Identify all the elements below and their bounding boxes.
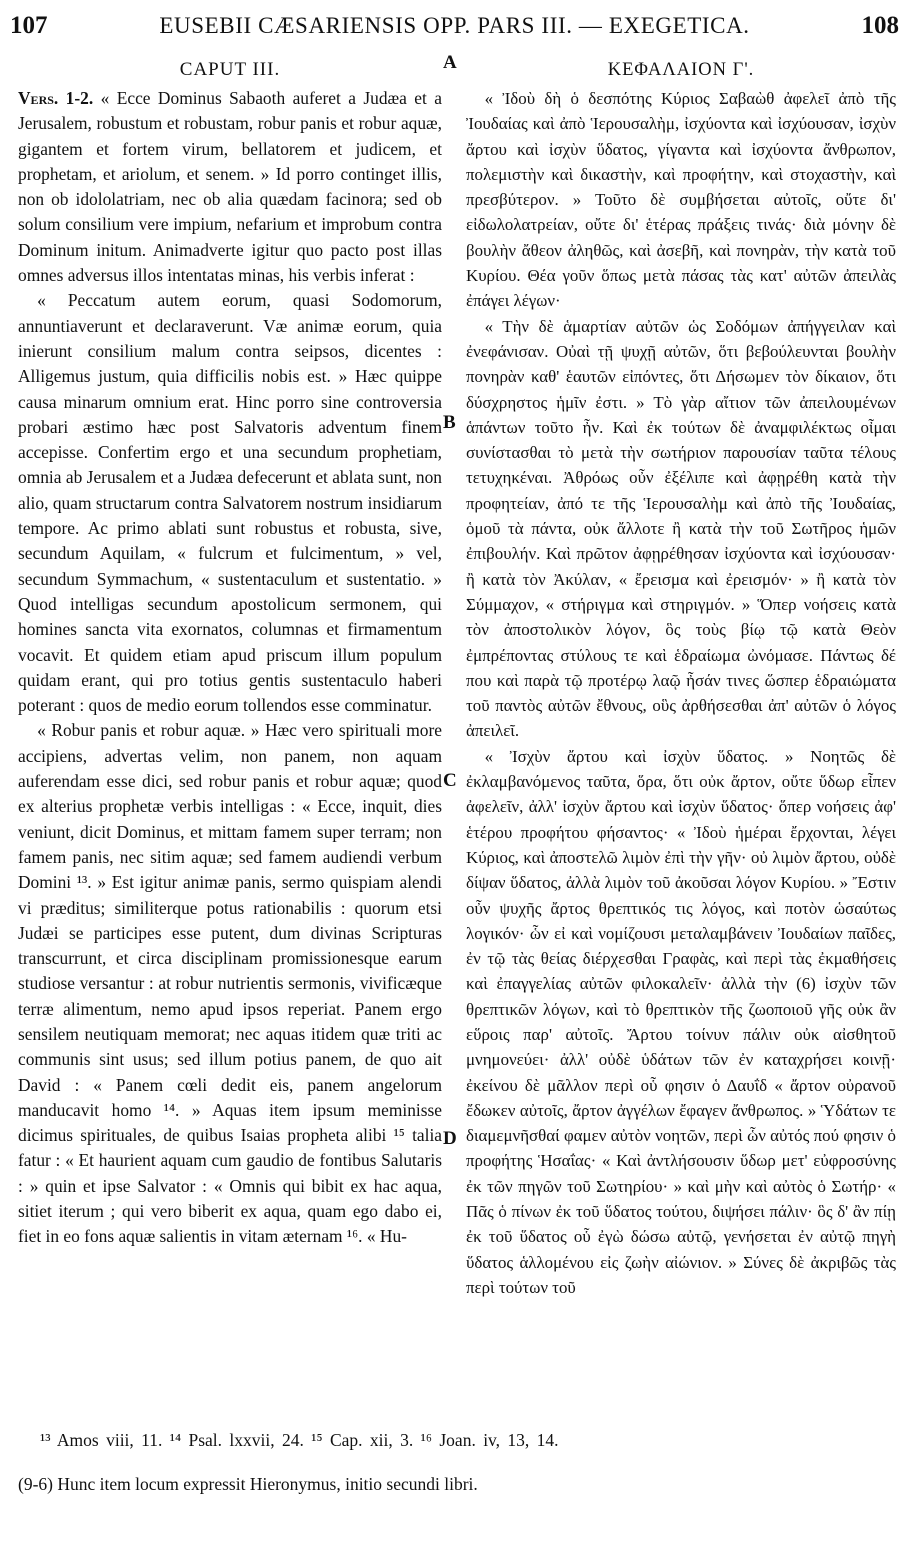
greek-paragraph-3: « Ἰσχὺν ἄρτου καὶ ἰσχὺν ὕδατος. » Νοητῶς δὲ ἐκλαμβανόμενος ταῦτα, ὅρα, ὅτι οὐκ ἄρτον, οὔτε ὕδωρ εἶπεν ἀφελεῖν, ἀλλ' ἰσχὺν ἄρτου καὶ ἰσχὺν ὕδατος· ὅπερ νοήσεις ἀφ' ἑτέρου προφήτου φήσαντος· « Ἰδοὺ ἡμέραι ἔρχονται, λέγει Κύριος, καὶ ἀποστελῶ λιμὸν ἐπὶ τὴν γῆν· οὐ λιμὸν ἄρτου, οὐδὲ δίψαν ὕδατος, ἀλλὰ λιμὸν τοῦ ἀκοῦσαι λόγον Κυρίου. » Ἔστιν οὖν ψυχῆς ἄρτος θρεπτικός τις λόγος, καὶ ποτὸν ὡσαύτως λογικόν· ὧν εἰ καὶ νομίζουσι μεταλαμβάνειν Ἰουδαίων παῖδες, ἐν τῷ τὰς θείας διέρχεσθαι Γραφὰς, καὶ περὶ τὰς ἐκμαθήσεις καὶ ἐπαγγελίας αὐτῶν φιλοκαλεῖν· ἀλλὰ τὴν (6) ἰσχὺν τῶν θρεπτικῶν λόγων, καὶ τὸ θρεπτικὸν τῆς ζωοποιοῦ γῆς οὐκ ἂν εὕροις παρ' αὐτοῖς. Ἄρτου τοίνυν πάλιν οὐκ αἰσθητοῦ μνημονεύει· ἀλλ' οὐδὲ ὑδάτων τῶν ἐν καταχρήσει κοινῇ· ἐκείνου δὲ μᾶλλον περὶ οὗ φησιν ὁ Δαυΐδ « ἄρτον οὐρανοῦ ἔδωκεν αὐτοῖς, ἄρτον ἀγγέλων ἔφαγεν ἄνθρωπος. » Ὑδάτων τε διαμεμνῆσθαί φαμεν αὐτὸν νοητῶν, περὶ ὧν αὐτός πού φησιν ὁ προφήτης Ἡσαΐας· « Καὶ ἀντλήσουσιν ὕδωρ μετ' εὐφροσύνης ἐκ τῶν πηγῶν τοῦ Σωτηρίου· » καὶ μὴν καὶ αὐτὸς ὁ Σωτήρ· « Πᾶς ὁ πίνων ἐκ τοῦ ὕδατος τούτου, διψήσει πάλιν· ὃς δ' ἂν πίῃ ἐκ τοῦ ὕδατος οὗ ἐγὼ δώσω αὐτῷ, γενήσεται ἐν αὐτῷ πηγὴ ὕδατος ἁλλομένου εἰς ζωὴν αἰώνιον. » Σύνες δὲ ἀκριβῶς τὰς περὶ τούτων τοῦ	[466, 746, 896, 1297]
latin-paragraph-2: « Peccatum autem eorum, quasi Sodomorum, annuntiaverunt et declaraverunt. Væ animæ eorum, quia inierunt consilium malum contra seipsos, dicentes : Alligemus justum, quia difficilis nobis est. » Hæc quippe causa minarum omnium erat. Hinc porro sine controversia probari æstimo hæc post Salvatoris adventum finem accepisse. Confertim ergo et una secundum prophetiam, omnia ab Jerusalem et a Judæa defecerunt et ablata sunt, non alio, quam structarum contra Salvatorem nostrum insidiarum tempore. Ac primo ablati sunt robustus et robusta, sive, secundum Aquilam, « fulcrum et fulcimentum, » vel, secundum Symmachum, « sustentaculum et sustentatio. » Quod intelligas secundum apostolicum sermonem, qui homines sancta vita exornatos, columnas et firmamentum vocavit. Et quidem etiam apud priscum illum populum quidam erant, qui pro totius gentis sustentaculo haberi poterant : quos de medio eorum tollendos esse comminatur.	[18, 290, 442, 716]
page-number-left: 107	[10, 12, 48, 39]
margin-marker-d: D	[443, 1128, 457, 1149]
latin-paragraph-1	[18, 86, 442, 288]
greek-chapter-heading: ΚΕΦΑΛΑΙΟΝ Γ'.	[607, 60, 755, 80]
greek-column	[466, 58, 896, 1398]
running-title: EUSEBII CÆSARIENSIS OPP. PARS III. — EXEGETICA.	[159, 13, 750, 38]
editor-note: (9-6) Hunc item locum expressit Hieronymus, initio secundi libri.	[18, 1474, 478, 1494]
greek-paragraph-1: « Ἰδοὺ δὴ ὁ δεσπότης Κύριος Σαβαὼθ ἀφελεῖ ἀπὸ τῆς Ἰουδαίας καὶ ἀπὸ Ἱερουσαλὴμ, ἰσχύοντα καὶ ἰσχύουσαν, ἰσχὺν ἄρτου καὶ ἰσχὺν ὕδατος, γίγαντα καὶ ἰσχύοντα ἄνθρωπον, πολεμιστὴν καὶ δικαστὴν, καὶ προφήτην, καὶ στοχαστὴν, καὶ πρεσβύτερον. » Τοῦτο δὲ συμβήσεται αὐτοῖς, οὔτε δι' εἰδωλολατρείαν, οὔτε δι' ἑτέρας πράξεις τινάς· διὰ μόνην δὲ βουλὴν ἄθεον ἀληθῶς, καὶ ἀσεβῆ, καὶ πονηρὰν, τὴν κατὰ τοῦ Κυρίου. Θέα γοῦν ὅπως μετὰ πάσας τὰς κατ' αὐτῶν ἀπειλὰς ἐπάγει λέγων·	[466, 89, 896, 311]
margin-marker-a: A	[443, 52, 457, 73]
margin-marker-b: B	[443, 412, 456, 433]
verse-reference: Vers. 1-2.	[18, 88, 94, 108]
page-number-right: 108	[861, 12, 899, 39]
latin-paragraph-3: « Robur panis et robur aquæ. » Hæc vero spirituali more accipiens, advertas velim, non panem, non aquam auferendam esse dici, sed robur panis et robur aquæ; quod ex alterius prophetæ verbis intelligas : « Ecce, inquit, dies veniunt, dicit Dominus, et mittam famem super terram; non famem panis, nec sitim aquæ; sed famem audiendi verbum Domini ¹³. » Est igitur animæ panis, sermo quispiam alendi vi præditus; similiterque potus rationabilis : quorum etsi Judæi se participes esse putent, dum divinas Scripturas transcurrunt, et circa disciplinam promissionesque earum studiose versantur : at robur nutrientis sermonis, vivificæque terræ alimentum, nemo apud ipsos reperiat. Panem ergo sensilem neutiquam memorat; nec aquas itidem quæ triti ac communis sint usus; sed illum potius panem, de quo ait David : « Panem cœli dedit eis, panem angelorum manducavit homo ¹⁴. » Aquas item ipsum meminisse dicimus spirituales, de quibus Isaias propheta alibi ¹⁵ talia fatur : « Et haurient aquam cum gaudio de fontibus Salutaris : » quin et ipse Salvator : « Omnis qui bibit ex hac aqua, sitiet iterum ; qui vero biberit ex aqua, quam ego dabo ei, fiet in eo fons aquæ salientis in vitam æternam ¹⁶. « Hu-	[18, 720, 442, 1247]
latin-column	[18, 58, 442, 1398]
running-head	[10, 12, 899, 46]
footnotes: ¹³ Amos viii, 11. ¹⁴ Psal. lxxvii, 24. ¹⁵ Cap. xii, 3. ¹⁶ Joan. iv, 13, 14.	[40, 1430, 559, 1450]
margin-marker-c: C	[443, 770, 457, 791]
latin-paragraph-1-text: « Ecce Dominus Sabaoth auferet a Judæa et a Jerusalem, robustum et robustam, robur panis et robur aquæ, gigantem et fortem virum, bellatorem et judicem, et prophetam, et ariolum, et senem. » Id porro continget illis, non ob idololatriam, nec ob alia quædam facinora; sed ob solum consilium vere impium, nefarium et improbum contra Dominum initum. Animadverte igitur quo pacto post illas omnes adversus illos intentatas minas, his verbis inferat :	[18, 88, 442, 286]
latin-chapter-heading: CAPUT III.	[179, 59, 281, 80]
greek-paragraph-2: « Τὴν δὲ ἁμαρτίαν αὐτῶν ὡς Σοδόμων ἀπήγγειλαν καὶ ἐνεφάνισαν. Οὐαὶ τῇ ψυχῇ αὐτῶν, ὅτι βεβούλευνται βουλὴν πονηρὰν καθ' ἑαυτῶν εἰπόντες, ὅτι Δήσωμεν τὸν δίκαιον, ὅτι δύσχρηστος ἡμῖν ἐστι. » Τὸ γὰρ αἴτιον τῶν ἀπειλουμένων ἁπάντων τοῦτο ἦν. Καὶ ἐκ τούτων δὲ ἀναμφιλέκτως οἶμαι συνίστασθαι τὸ μετὰ τὴν σωτήριον παρουσίαν ταῦτα τέλους τετυχηκέναι. Ἀθρόως οὖν ἐξέλιπε καὶ ἀφῃρέθη κατὰ τὴν προφητείαν, ἀπό τε τῆς Ἱερουσαλὴμ καὶ ἀπὸ τῆς Ἰουδαίας, ὁμοῦ τὰ πάντα, οὐκ ἄλλοτε ἢ κατὰ τὴν τοῦ Σωτῆρος ἡμῶν ἐπιβουλήν. Καὶ πρῶτον ἀφῃρέθησαν ἰσχύοντα καὶ ἰσχύουσαν· ἢ κατὰ τὸν Ἀκύλαν, « ἔρεισμα καὶ ἐρεισμόν· » ἢ κατὰ τὸν Σύμμαχον, « στήριγμα καὶ στηριγμόν. » Ὅπερ νοήσεις κατὰ τὸν ἀποστολικὸν λόγον, ὃς τοὺς βίῳ τῷ κατὰ Θεὸν ἐμπρέποντας στύλους τε καὶ ἑδραίωμα ὠνόμασε. Πάντως δέ που καὶ παρὰ τῷ προτέρῳ λαῷ ἦσάν τινες ὥσπερ ἑδραιώματα τοῦ παντὸς αὐτῶν ἔθνους, οὓς ἀρθήσεσθαι ἀπ' αὐτῶν ὁ λόγος ἀπειλεῖ.	[466, 316, 896, 741]
